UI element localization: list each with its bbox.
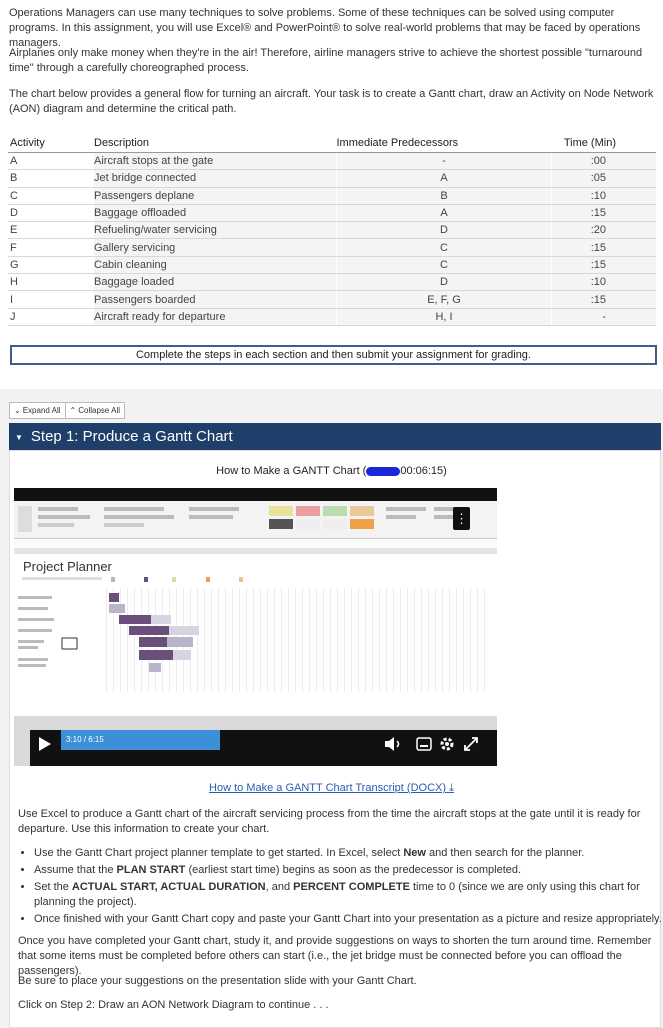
- activity-cell: H: [8, 274, 94, 291]
- sheet-title: Project Planner: [23, 559, 112, 574]
- predecessor-cell: D: [337, 274, 552, 291]
- list-item: [34, 863, 663, 878]
- time-cell: :20: [552, 222, 657, 239]
- list-bold: PERCENT COMPLETE: [293, 881, 410, 893]
- description-cell: Aircraft stops at the gate: [94, 153, 337, 170]
- time-cell: :10: [552, 187, 657, 204]
- intro-paragraph-3: The chart below provides a general flow for turning an aircraft. Your task is to create a Gantt chart, draw an Activity on Node Network (AON) diagram and determine the critical path.: [9, 88, 654, 115]
- collapse-all-button[interactable]: [65, 403, 125, 418]
- list-text: Assume that the: [34, 864, 117, 876]
- transcript-link-text: How to Make a GANTT Chart Transcript (DOCX): [209, 782, 447, 794]
- play-icon[interactable]: [38, 736, 52, 752]
- description-cell: Passengers deplane: [94, 187, 337, 204]
- header-predecessors: Immediate Predecessors: [337, 134, 552, 153]
- activity-cell: E: [8, 222, 94, 239]
- description-cell: Cabin cleaning: [94, 256, 337, 273]
- list-text: Use the Gantt Chart project planner template to get started. In Excel, select: [34, 847, 404, 859]
- expand-collapse-controls: [9, 402, 125, 419]
- gear-icon[interactable]: [439, 736, 455, 752]
- time-display: 3:10 / 6:15: [66, 735, 104, 744]
- step-1-paragraph-4: Click on Step 2: Draw an AON Network Diagram to continue . . .: [18, 999, 329, 1011]
- table-row: [8, 239, 656, 256]
- description-cell: Aircraft ready for departure: [94, 308, 337, 325]
- table-row: [8, 187, 656, 204]
- predecessor-cell: C: [337, 239, 552, 256]
- header-time: Time (Min): [552, 134, 657, 153]
- intro-paragraph-1: Operations Managers can use many techniques to solve problems. Some of these techniques can be solved using computer programs. In this assignment, you will use Excel® and PowerPoint® to solve real-world problems that may be faced by operations managers.: [9, 7, 641, 49]
- video-progress[interactable]: [61, 730, 220, 750]
- download-icon: ⤓: [449, 782, 454, 794]
- table-row: [8, 256, 656, 273]
- time-cell: :15: [552, 291, 657, 308]
- activity-table: [8, 134, 656, 326]
- video-duration: 00:06:15): [400, 465, 447, 477]
- activity-cell: G: [8, 256, 94, 273]
- ribbon-icons: [14, 501, 497, 538]
- excel-title-bar: [14, 488, 497, 501]
- description-cell: Passengers boarded: [94, 291, 337, 308]
- predecessor-cell: H, I: [337, 308, 552, 325]
- gantt-rows: [14, 588, 497, 698]
- table-row: [8, 153, 656, 170]
- table-row: [8, 170, 656, 187]
- column-headers: [14, 548, 497, 554]
- captions-icon[interactable]: [416, 737, 432, 751]
- legend: [14, 574, 497, 586]
- time-cell: :05: [552, 170, 657, 187]
- transcript-link[interactable]: [0, 782, 663, 795]
- predecessor-cell: C: [337, 256, 552, 273]
- chevron-up-icon: ⌃: [69, 406, 77, 415]
- list-text: , and: [265, 881, 294, 893]
- list-text: (earliest start time) begins as soon as the predecessor is completed.: [185, 864, 522, 876]
- video-bottom-bar: [30, 752, 497, 766]
- instruction-box: Complete the steps in each section and then submit your assignment for grading.: [10, 345, 657, 365]
- chevron-down-icon: ⌄: [14, 406, 21, 415]
- spreadsheet: [14, 548, 497, 716]
- list-text: time to 0 (since we are only using this chart for planning the project).: [34, 881, 640, 908]
- more-icon[interactable]: ⋮: [453, 507, 470, 530]
- table-row: [8, 204, 656, 221]
- list-bold: ACTUAL START, ACTUAL DURATION: [71, 881, 266, 893]
- step-1-paragraph-1: Use Excel to produce a Gantt chart of the aircraft servicing process from the time the aircraft stops at the gate until it is ready for departure. Use this information to create your chart.: [18, 808, 641, 835]
- time-cell: :15: [552, 204, 657, 221]
- table-row: [8, 308, 656, 325]
- step-1-paragraph-3: Be sure to place your suggestions on the presentation slide with your Gantt Chart.: [18, 975, 417, 987]
- list-text: Once finished with your Gantt Chart copy and paste your Gantt Chart into your presentation as a picture and resize appropriately.: [34, 913, 662, 925]
- activity-cell: J: [8, 308, 94, 325]
- list-bold: PLAN START: [116, 864, 186, 876]
- list-text: and then search for the planner.: [425, 847, 585, 859]
- activity-cell: F: [8, 239, 94, 256]
- table-row: [8, 222, 656, 239]
- time-cell: :15: [552, 256, 657, 273]
- time-cell: :15: [552, 239, 657, 256]
- description-cell: Jet bridge connected: [94, 170, 337, 187]
- step-1-header[interactable]: [9, 423, 661, 450]
- list-item: [34, 912, 663, 927]
- intro-paragraph-2: Airplanes only make money when they're in the air! Therefore, airline managers strive to achieve the shortest possible "turnaround time" through a carefully choreographed process.: [9, 47, 643, 74]
- time-cell: -: [552, 308, 657, 325]
- description-cell: Refueling/water servicing: [94, 222, 337, 239]
- expand-all-label: Expand All: [22, 406, 61, 415]
- activity-cell: D: [8, 204, 94, 221]
- header-activity: Activity: [8, 134, 94, 153]
- predecessor-cell: A: [337, 170, 552, 187]
- predecessor-cell: E, F, G: [337, 291, 552, 308]
- predecessor-cell: B: [337, 187, 552, 204]
- description-cell: Gallery servicing: [94, 239, 337, 256]
- table-row: [8, 274, 656, 291]
- video-title: [0, 465, 663, 477]
- list-item: [34, 846, 663, 861]
- collapse-all-label: Collapse All: [78, 406, 121, 415]
- excel-ribbon: [14, 501, 497, 539]
- list-bold: New: [403, 847, 426, 859]
- predecessor-cell: D: [337, 222, 552, 239]
- description-cell: Baggage loaded: [94, 274, 337, 291]
- caret-down-icon: ▼: [15, 432, 23, 442]
- activity-cell: B: [8, 170, 94, 187]
- list-item: [34, 880, 663, 910]
- volume-icon[interactable]: [384, 736, 404, 752]
- table-row: [8, 291, 656, 308]
- predecessor-cell: A: [337, 204, 552, 221]
- step-1-title: Step 1: Produce a Gantt Chart: [30, 428, 233, 445]
- step-1-paragraph-2: Once you have completed your Gantt chart, study it, and provide suggestions on ways to shorten the turn around time. Remember that some items must be completed before others can start (i.e., the jet bridge must be connected before you can offload the passengers).: [18, 935, 652, 977]
- activity-cell: C: [8, 187, 94, 204]
- video-title-text: How to Make a GANTT Chart (: [216, 465, 367, 477]
- video-player[interactable]: [14, 488, 497, 766]
- expand-all-button[interactable]: [10, 403, 65, 418]
- list-text: Set the: [34, 881, 72, 893]
- time-cell: :00: [552, 153, 657, 170]
- activity-cell: I: [8, 291, 94, 308]
- predecessor-cell: -: [337, 153, 552, 170]
- redaction-mark: [366, 467, 400, 476]
- step-1-list: [18, 846, 663, 929]
- table-header-row: [8, 134, 656, 153]
- fullscreen-icon[interactable]: [463, 736, 479, 752]
- activity-cell: A: [8, 153, 94, 170]
- description-cell: Baggage offloaded: [94, 204, 337, 221]
- time-cell: :10: [552, 274, 657, 291]
- header-description: Description: [94, 134, 337, 153]
